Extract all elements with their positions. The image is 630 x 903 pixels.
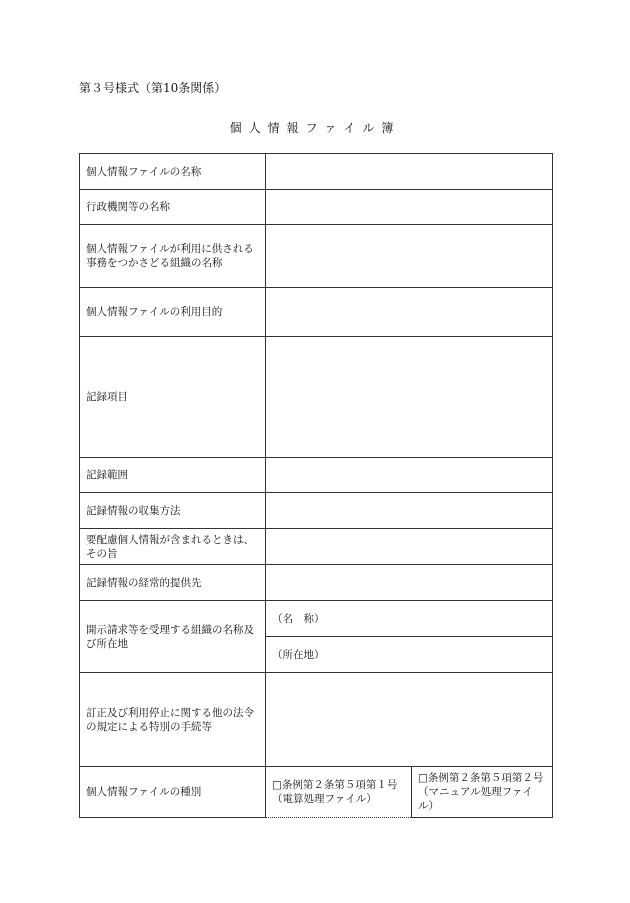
label-file-type: 個人情報ファイルの種別 — [80, 767, 266, 818]
label-disclosure-org: 開示請求等を受理する組織の名称及び所在地 — [80, 601, 266, 673]
value-purpose — [266, 288, 553, 337]
label-collection-method: 記録情報の収集方法 — [80, 493, 266, 529]
document-title: 個人情報ファイル簿 — [229, 121, 401, 135]
value-record-items — [266, 337, 553, 458]
label-org-name: 個人情報ファイルが利用に供される事務をつかさどる組織の名称 — [80, 225, 266, 288]
value-correction-procedures — [266, 673, 553, 767]
label-purpose: 個人情報ファイルの利用目的 — [80, 288, 266, 337]
label-file-name: 個人情報ファイルの名称 — [80, 154, 266, 190]
value-file-name — [266, 154, 553, 190]
label-record-items: 記録項目 — [80, 337, 266, 458]
value-collection-method — [266, 493, 553, 529]
label-sensitive-info: 要配慮個人情報が含まれるときは、その旨 — [80, 529, 266, 565]
label-record-scope: 記録範囲 — [80, 458, 266, 493]
label-agency-name: 行政機関等の名称 — [80, 190, 266, 225]
label-regular-recipients: 記録情報の経常的提供先 — [80, 565, 266, 601]
value-record-scope — [266, 458, 553, 493]
disclosure-address-sublabel: （所在地） — [266, 637, 553, 673]
form-number: 第３号様式（第10条関係） — [79, 81, 227, 95]
file-type-option-electronic: □条例第２条第５項第１号（電算処理ファイル） — [266, 767, 412, 818]
value-regular-recipients — [266, 565, 553, 601]
personal-info-file-register-table — [79, 153, 553, 818]
value-org-name — [266, 225, 553, 288]
disclosure-name-sublabel: （名 称） — [266, 601, 553, 637]
value-sensitive-info — [266, 529, 553, 565]
value-agency-name — [266, 190, 553, 225]
label-correction-procedures: 訂正及び利用停止に関する他の法令の規定による特別の手続等 — [80, 673, 266, 767]
file-type-option-manual: □条例第２条第５項第２号（マニュアル処理ファイル） — [412, 767, 553, 818]
